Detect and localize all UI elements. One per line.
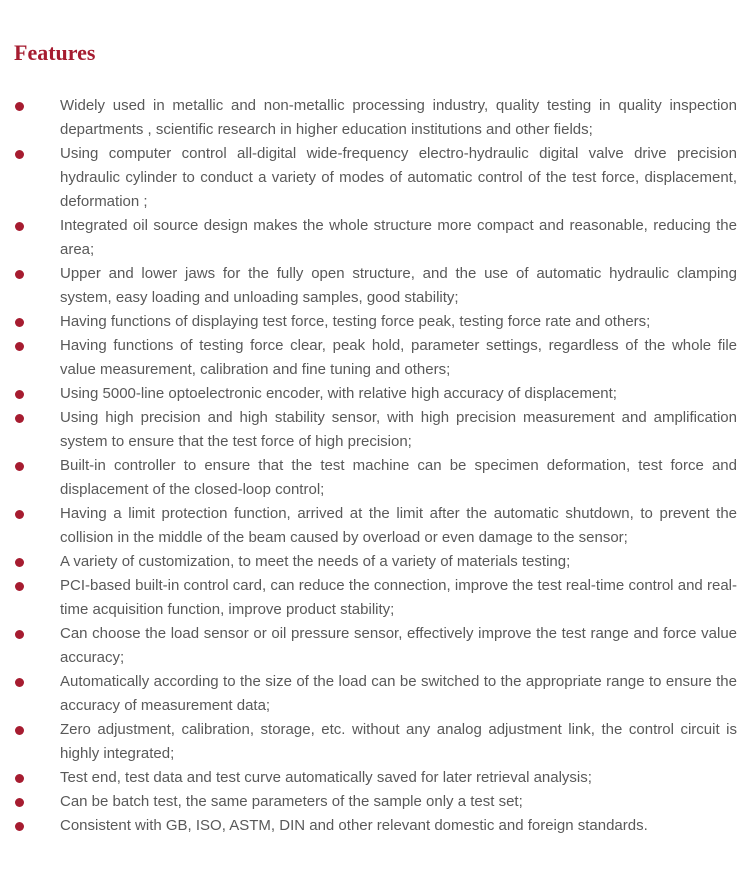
bullet-icon xyxy=(15,462,24,471)
bullet-icon xyxy=(15,822,24,831)
list-item xyxy=(0,214,737,262)
list-item xyxy=(0,406,737,454)
feature-list xyxy=(0,94,750,838)
list-item xyxy=(0,382,737,406)
list-item-text: A variety of customization, to meet the needs of a variety of materials testing; xyxy=(60,553,571,570)
list-item-text: Having functions of testing force clear, peak hold, parameter settings, regardless of the whole file value measurement, calibration and fine tuning and others; xyxy=(60,337,737,378)
bullet-icon xyxy=(15,222,24,231)
list-item-text: Can be batch test, the same parameters of the sample only a test set; xyxy=(60,793,523,810)
list-item-text: Can choose the load sensor or oil pressure sensor, effectively improve the test range and force value accuracy; xyxy=(60,625,737,666)
list-item xyxy=(0,502,737,550)
list-item xyxy=(0,142,737,214)
bullet-icon xyxy=(15,270,24,279)
bullet-icon xyxy=(15,342,24,351)
list-item xyxy=(0,334,737,382)
list-item-text: Using 5000-line optoelectronic encoder, with relative high accuracy of displacement; xyxy=(60,385,617,402)
list-item xyxy=(0,622,737,670)
list-item xyxy=(0,790,737,814)
list-item xyxy=(0,550,737,574)
list-item xyxy=(0,766,737,790)
bullet-icon xyxy=(15,390,24,399)
list-item-text: PCI-based built-in control card, can reduce the connection, improve the test real-time control and real-time acquisition function, improve product stability; xyxy=(60,577,737,618)
list-item-text: Widely used in metallic and non-metallic processing industry, quality testing in quality inspection departments , scientific research in higher education institutions and other fields; xyxy=(60,97,737,138)
list-item xyxy=(0,814,737,838)
list-item-text: Built-in controller to ensure that the test machine can be specimen deformation, test force and displacement of the closed-loop control; xyxy=(60,457,737,498)
bullet-icon xyxy=(15,318,24,327)
list-item xyxy=(0,670,737,718)
list-item-text: Consistent with GB, ISO, ASTM, DIN and other relevant domestic and foreign standards. xyxy=(60,817,648,834)
list-item xyxy=(0,310,737,334)
bullet-icon xyxy=(15,774,24,783)
bullet-icon xyxy=(15,150,24,159)
list-item xyxy=(0,262,737,310)
page-title: Features xyxy=(14,40,96,65)
bullet-icon xyxy=(15,582,24,591)
bullet-icon xyxy=(15,102,24,111)
list-item-text: Automatically according to the size of the load can be switched to the appropriate range to ensure the accuracy of measurement data; xyxy=(60,673,737,714)
list-item-text: Having functions of displaying test force, testing force peak, testing force rate and others; xyxy=(60,313,651,330)
bullet-icon xyxy=(15,630,24,639)
bullet-icon xyxy=(15,414,24,423)
list-item-text: Integrated oil source design makes the whole structure more compact and reasonable, reducing the area; xyxy=(60,217,737,258)
bullet-icon xyxy=(15,510,24,519)
bullet-icon xyxy=(15,558,24,567)
list-item-text: Upper and lower jaws for the fully open structure, and the use of automatic hydraulic clamping system, easy loading and unloading samples, good stability; xyxy=(60,265,737,306)
bullet-icon xyxy=(15,798,24,807)
list-item xyxy=(0,454,737,502)
list-item xyxy=(0,94,737,142)
list-item-text: Using computer control all-digital wide-frequency electro-hydraulic digital valve drive precision hydraulic cylinder to conduct a variety of modes of automatic control of the test force, displacement, deformation ; xyxy=(60,145,737,210)
list-item xyxy=(0,718,737,766)
list-item-text: Zero adjustment, calibration, storage, etc. without any analog adjustment link, the control circuit is highly integrated; xyxy=(60,721,737,762)
list-item-text: Test end, test data and test curve automatically saved for later retrieval analysis; xyxy=(60,769,592,786)
bullet-icon xyxy=(15,678,24,687)
list-item-text: Having a limit protection function, arrived at the limit after the automatic shutdown, to prevent the collision in the middle of the beam caused by overload or even damage to the sensor; xyxy=(60,505,737,546)
list-item xyxy=(0,574,737,622)
list-item-text: Using high precision and high stability sensor, with high precision measurement and amplification system to ensure that the test force of high precision; xyxy=(60,409,737,450)
bullet-icon xyxy=(15,726,24,735)
